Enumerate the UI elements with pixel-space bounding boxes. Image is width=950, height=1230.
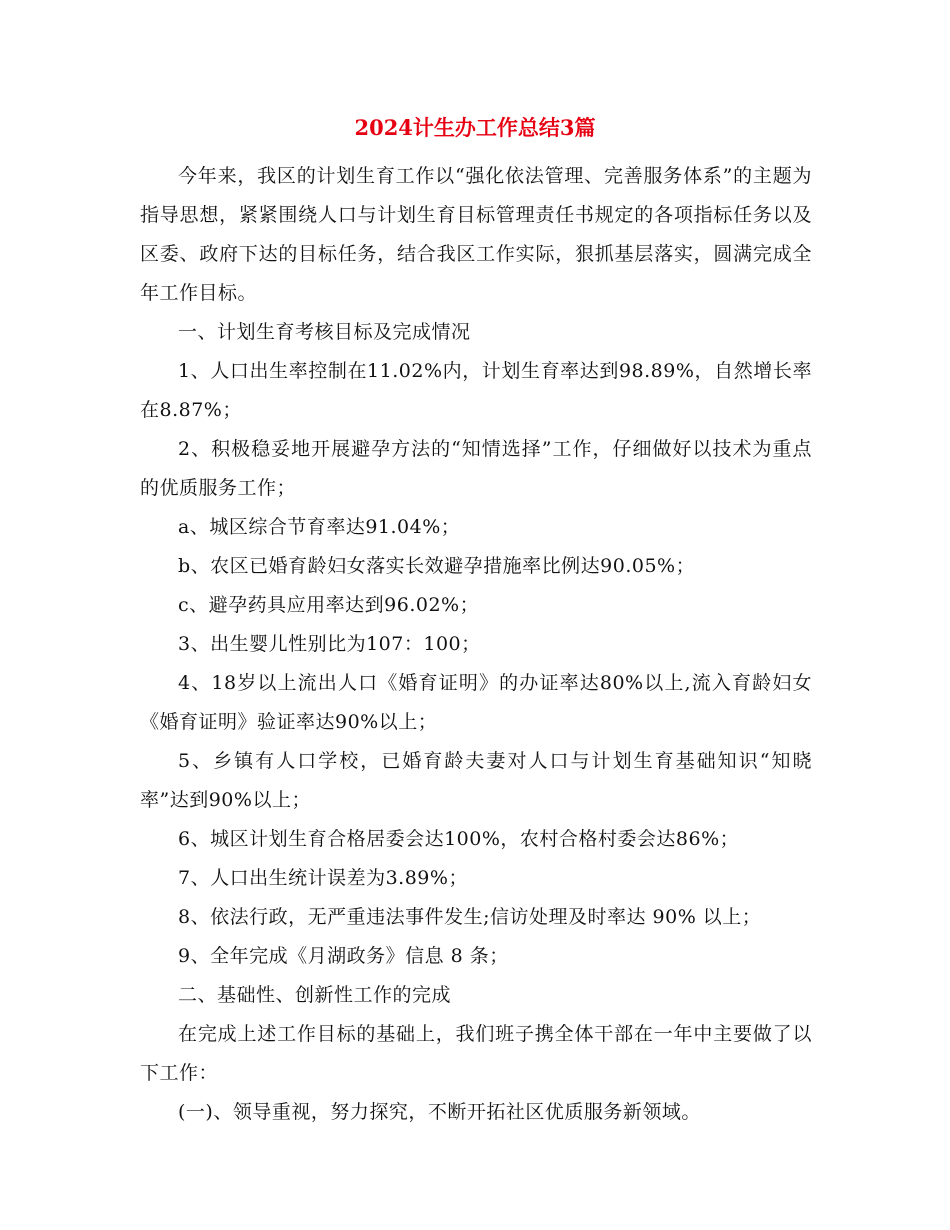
- subsection-heading-1: (一)、领导重视，努力探究，不断开拓社区优质服务新领域。: [178, 1101, 701, 1123]
- list-item-3: 3、出生婴儿性别比为107：100；: [178, 633, 481, 655]
- list-item-2c: c、避孕药具应用率达到96.02%；: [178, 594, 480, 616]
- document-title: 2024计生办工作总结3篇: [354, 115, 596, 140]
- paragraph-summary: 在完成上述工作目标的基础上，我们班子携全体干部在一年中主要做了以下工作：: [140, 1023, 812, 1084]
- list-item-1: 1、人口出生率控制在11.02%内，计划生育率达到98.89%，自然增长率在8.87%；: [140, 360, 812, 421]
- list-item-6: 6、城区计划生育合格居委会达100%，农村合格村委会达86%；: [178, 828, 740, 850]
- list-item-2b: b、农区已婚育龄妇女落实长效避孕措施率比例达90.05%；: [178, 555, 696, 577]
- list-item-8: 8、依法行政，无严重违法事件发生;信访处理及时率达 90% 以上；: [178, 906, 762, 928]
- list-item-2: 2、积极稳妥地开展避孕方法的“知情选择”工作，仔细做好以技术为重点的优质服务工作；: [140, 438, 812, 499]
- section-heading-2: 二、基础性、创新性工作的完成: [178, 984, 452, 1006]
- list-item-9: 9、全年完成《月湖政务》信息 8 条；: [178, 945, 509, 967]
- list-item-4: 4、18岁以上流出人口《婚育证明》的办证率达80%以上,流入育龄妇女《婚育证明》验证率达90%以上；: [140, 672, 812, 733]
- section-heading-1: 一、计划生育考核目标及完成情况: [178, 321, 471, 343]
- list-item-5: 5、乡镇有人口学校，已婚育龄夫妻对人口与计划生育基础知识“知晓率”达到90%以上；: [140, 750, 812, 811]
- paragraph-intro: 今年来，我区的计划生育工作以“强化依法管理、完善服务体系”的主题为指导思想，紧紧围绕人口与计划生育目标管理责任书规定的各项指标任务以及区委、政府下达的目标任务，结合我区工作实际，狠抓基层落实，圆满完成全年工作目标。: [140, 165, 812, 304]
- list-item-7: 7、人口出生统计误差为3.89%；: [178, 867, 468, 889]
- list-item-2a: a、城区综合节育率达91.04%；: [178, 516, 461, 538]
- document-body: [140, 157, 812, 1132]
